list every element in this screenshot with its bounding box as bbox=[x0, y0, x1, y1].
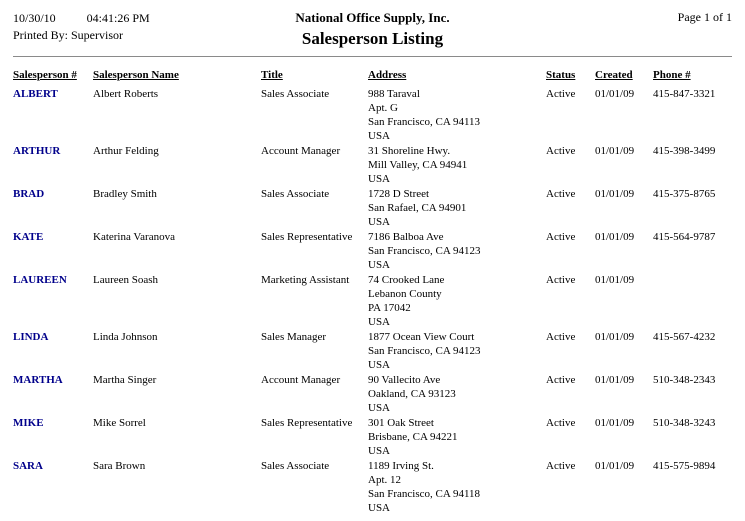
address-line: San Rafael, CA 94901 bbox=[368, 202, 467, 214]
address-line: San Francisco, CA 94123 bbox=[368, 345, 481, 357]
printed-by: Printed By: Supervisor bbox=[13, 28, 123, 42]
salesperson-name-cell: Mike Sorrel bbox=[93, 417, 146, 429]
address-line: San Francisco, CA 94123 bbox=[368, 245, 481, 257]
salesperson-table bbox=[13, 69, 732, 516]
created-cell: 01/01/09 bbox=[595, 374, 635, 386]
table-body bbox=[13, 87, 732, 516]
header-left bbox=[13, 10, 295, 44]
table-row bbox=[13, 459, 732, 516]
column-header-3: Address bbox=[368, 69, 407, 81]
print-date: 10/30/10 bbox=[13, 11, 56, 25]
report-title: Salesperson Listing bbox=[301, 29, 444, 48]
address-line: USA bbox=[368, 445, 391, 457]
status-cell: Active bbox=[546, 88, 576, 100]
address-cell bbox=[368, 144, 546, 187]
address-cell bbox=[368, 416, 546, 459]
title-cell: Sales Associate bbox=[261, 460, 330, 472]
table-row bbox=[13, 373, 732, 416]
address-line: Apt. 12 bbox=[368, 474, 401, 486]
address-cell bbox=[368, 230, 546, 273]
status-cell: Active bbox=[546, 460, 576, 472]
salesperson-id-cell: SARA bbox=[13, 460, 43, 472]
address-line: 90 Vallecito Ave bbox=[368, 374, 441, 386]
created-cell: 01/01/09 bbox=[595, 88, 635, 100]
column-header-6: Phone # bbox=[653, 69, 691, 81]
phone-cell: 415-564-9787 bbox=[653, 231, 716, 243]
address-line: Oakland, CA 93123 bbox=[368, 388, 456, 400]
table-row bbox=[13, 230, 732, 273]
address-cell bbox=[368, 330, 546, 373]
table-row bbox=[13, 273, 732, 330]
address-line: USA bbox=[368, 316, 391, 328]
salesperson-name-cell: Linda Johnson bbox=[93, 331, 158, 343]
status-cell: Active bbox=[546, 274, 576, 286]
created-cell: 01/01/09 bbox=[595, 417, 635, 429]
address-line: San Francisco, CA 94113 bbox=[368, 116, 481, 128]
print-date-time bbox=[13, 10, 295, 27]
address-line: Apt. G bbox=[368, 102, 398, 114]
title-cell: Sales Representative bbox=[261, 231, 353, 243]
address-line: 31 Shoreline Hwy. bbox=[368, 145, 451, 157]
address-cell bbox=[368, 187, 546, 230]
created-cell: 01/01/09 bbox=[595, 145, 635, 157]
address-line: PA 17042 bbox=[368, 302, 411, 314]
address-line: Brisbane, CA 94221 bbox=[368, 431, 458, 443]
title-cell: Sales Manager bbox=[261, 331, 327, 343]
status-cell: Active bbox=[546, 188, 576, 200]
address-cell bbox=[368, 373, 546, 416]
address-line: USA bbox=[368, 359, 391, 371]
phone-cell: 415-375-8765 bbox=[653, 188, 716, 200]
created-cell: 01/01/09 bbox=[595, 188, 635, 200]
address-line: 988 Taraval bbox=[368, 88, 420, 100]
title-cell: Account Manager bbox=[261, 145, 341, 157]
status-cell: Active bbox=[546, 231, 576, 243]
salesperson-name-cell: Laureen Soash bbox=[93, 274, 159, 286]
salesperson-name-cell: Martha Singer bbox=[93, 374, 157, 386]
table-row bbox=[13, 144, 732, 187]
table-row bbox=[13, 87, 732, 144]
print-time: 04:41:26 PM bbox=[86, 11, 150, 25]
salesperson-name-cell: Sara Brown bbox=[93, 460, 146, 472]
created-cell: 01/01/09 bbox=[595, 274, 635, 286]
header-center bbox=[295, 10, 449, 50]
address-line: 1728 D Street bbox=[368, 188, 430, 200]
phone-cell: 415-575-9894 bbox=[653, 460, 716, 472]
address-line: 74 Crooked Lane bbox=[368, 274, 445, 286]
created-cell: 01/01/09 bbox=[595, 231, 635, 243]
title-cell: Marketing Assistant bbox=[261, 274, 350, 286]
status-cell: Active bbox=[546, 331, 576, 343]
table-row bbox=[13, 416, 732, 459]
salesperson-id-cell: MIKE bbox=[13, 417, 44, 429]
address-cell bbox=[368, 273, 546, 330]
column-header-2: Title bbox=[261, 69, 283, 81]
address-line: San Francisco, CA 94118 bbox=[368, 488, 481, 500]
phone-cell: 510-348-2343 bbox=[653, 374, 716, 386]
column-header-1: Salesperson Name bbox=[93, 69, 179, 81]
company-name: National Office Supply, Inc. bbox=[295, 10, 450, 25]
table-row bbox=[13, 187, 732, 230]
address-line: 7186 Balboa Ave bbox=[368, 231, 444, 243]
salesperson-id-cell: MARTHA bbox=[13, 374, 63, 386]
address-line: 1877 Ocean View Court bbox=[368, 331, 475, 343]
phone-cell: 415-398-3499 bbox=[653, 145, 716, 157]
column-header-0: Salesperson # bbox=[13, 69, 77, 81]
address-line: 301 Oak Street bbox=[368, 417, 434, 429]
phone-cell: 415-567-4232 bbox=[653, 331, 716, 343]
column-header-5: Created bbox=[595, 69, 633, 81]
address-line: USA bbox=[368, 502, 391, 514]
status-cell: Active bbox=[546, 374, 576, 386]
address-line: USA bbox=[368, 402, 391, 414]
title-cell: Sales Associate bbox=[261, 88, 330, 100]
table-header-row bbox=[13, 69, 732, 87]
address-line: 1189 Irving St. bbox=[368, 460, 434, 472]
title-cell: Account Manager bbox=[261, 374, 341, 386]
header-divider bbox=[13, 56, 732, 57]
salesperson-id-cell: BRAD bbox=[13, 188, 45, 200]
status-cell: Active bbox=[546, 417, 576, 429]
address-cell bbox=[368, 87, 546, 144]
address-line: USA bbox=[368, 216, 391, 228]
address-line: USA bbox=[368, 259, 391, 271]
phone-cell bbox=[653, 273, 732, 330]
salesperson-name-cell: Arthur Felding bbox=[93, 145, 159, 157]
phone-cell: 510-348-3243 bbox=[653, 417, 716, 429]
salesperson-id-cell: ALBERT bbox=[13, 88, 58, 100]
salesperson-id-cell: KATE bbox=[13, 231, 44, 243]
address-line: Lebanon County bbox=[368, 288, 442, 300]
salesperson-name-cell: Bradley Smith bbox=[93, 188, 157, 200]
created-cell: 01/01/09 bbox=[595, 331, 635, 343]
title-cell: Sales Associate bbox=[261, 188, 330, 200]
table-row bbox=[13, 330, 732, 373]
report-header bbox=[13, 10, 732, 50]
created-cell: 01/01/09 bbox=[595, 460, 635, 472]
address-line: USA bbox=[368, 130, 391, 142]
title-cell: Sales Representative bbox=[261, 417, 353, 429]
salesperson-id-cell: LINDA bbox=[13, 331, 49, 343]
address-line: Mill Valley, CA 94941 bbox=[368, 159, 468, 171]
address-cell bbox=[368, 459, 546, 516]
salesperson-name-cell: Albert Roberts bbox=[93, 88, 159, 100]
address-line: USA bbox=[368, 173, 391, 185]
salesperson-id-cell: ARTHUR bbox=[13, 145, 61, 157]
column-header-4: Status bbox=[546, 69, 576, 81]
page-number: Page 1 of 1 bbox=[677, 10, 732, 24]
salesperson-id-cell: LAUREEN bbox=[13, 274, 67, 286]
phone-cell: 415-847-3321 bbox=[653, 88, 716, 100]
salesperson-name-cell: Katerina Varanova bbox=[93, 231, 175, 243]
status-cell: Active bbox=[546, 145, 576, 157]
